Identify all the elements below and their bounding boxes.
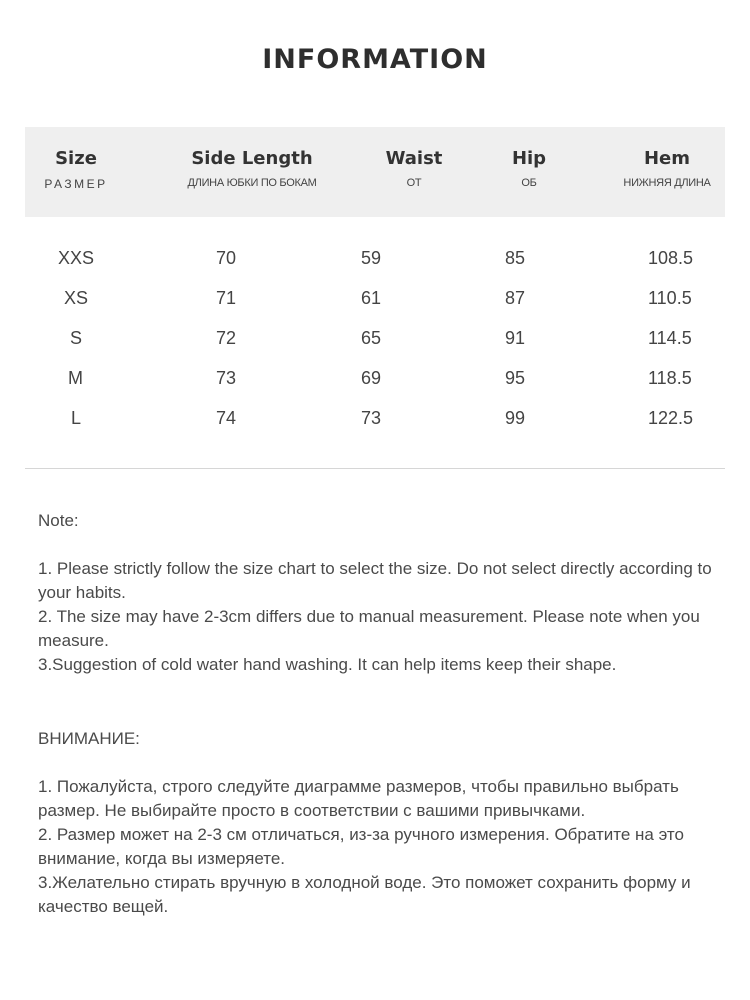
cell-hem: 114.5 [648,328,692,348]
header-waist-label: Waist [385,148,443,169]
note-item-3: 3.Suggestion of cold water hand washing. It can help items keep their shape. [38,655,617,674]
cell-hem: 110.5 [648,288,692,308]
header-side-length [180,148,324,189]
header-waist [374,148,454,189]
cell-hip: 91 [505,328,526,348]
cell-hem: 118.5 [648,368,692,388]
header-side-length-sublabel: ДЛИНА ЮБКИ ПО БОКАМ [187,177,317,189]
cell-size: XS [64,288,89,308]
cell-size: S [70,328,83,348]
note-ru-item-2: 2. Размер может на 2-3 см отличаться, из-за ручного измерения. Обратите на это внимание, когда вы измеряете. [38,825,684,868]
notes-english-heading: Note: [38,511,79,530]
cell-waist: 73 [361,408,382,428]
cell-waist: 61 [361,288,382,308]
page-title: INFORMATION [262,44,488,75]
cell-side-length: 73 [216,368,237,388]
cell-side-length: 72 [216,328,237,348]
cell-waist: 65 [361,328,382,348]
table-row [0,408,750,432]
header-hem [612,148,722,189]
table-divider [25,468,725,469]
cell-hem: 108.5 [648,248,694,268]
notes-russian [38,727,728,919]
header-hem-sublabel: НИЖНЯЯ ДЛИНА [623,177,711,189]
header-size [30,148,122,191]
header-hip [494,148,564,189]
header-hip-sublabel: ОБ [521,177,537,189]
cell-hip: 85 [505,248,526,268]
notes-english [38,509,728,677]
header-hem-label: Hem [643,148,691,169]
cell-waist: 59 [361,248,382,268]
cell-size: XXS [58,248,95,268]
cell-waist: 69 [361,368,382,388]
header-size-label: Size [55,148,97,169]
cell-hip: 95 [505,368,526,388]
note-item-2: 2. The size may have 2-3cm differs due to manual measurement. Please note when you measure. [38,607,700,650]
table-row [0,368,750,392]
header-side-length-label: Side Length [191,148,313,169]
cell-size: L [71,408,82,428]
cell-hem: 122.5 [648,408,694,428]
cell-side-length: 71 [216,288,237,308]
cell-side-length: 70 [216,248,237,268]
cell-hip: 99 [505,408,526,428]
table-row [0,328,750,352]
table-row [0,288,750,312]
header-hip-label: Hip [511,148,547,169]
header-size-sublabel: РАЗМЕР [44,177,108,191]
cell-size: M [68,368,83,388]
cell-side-length: 74 [216,408,237,428]
table-row [0,248,750,272]
header-waist-sublabel: ОТ [406,177,422,189]
note-ru-item-3: 3.Желательно стирать вручную в холодной воде. Это поможет сохранить форму и качество вещей. [38,873,691,916]
note-ru-item-1: 1. Пожалуйста, строго следуйте диаграмме размеров, чтобы правильно выбрать размер. Не выбирайте просто в соответствии с вашими привычками. [38,777,679,820]
cell-hip: 87 [505,288,526,308]
note-item-1: 1. Please strictly follow the size chart to select the size. Do not select directly according to your habits. [38,559,712,602]
notes-russian-heading: ВНИМАНИЕ: [38,729,140,748]
